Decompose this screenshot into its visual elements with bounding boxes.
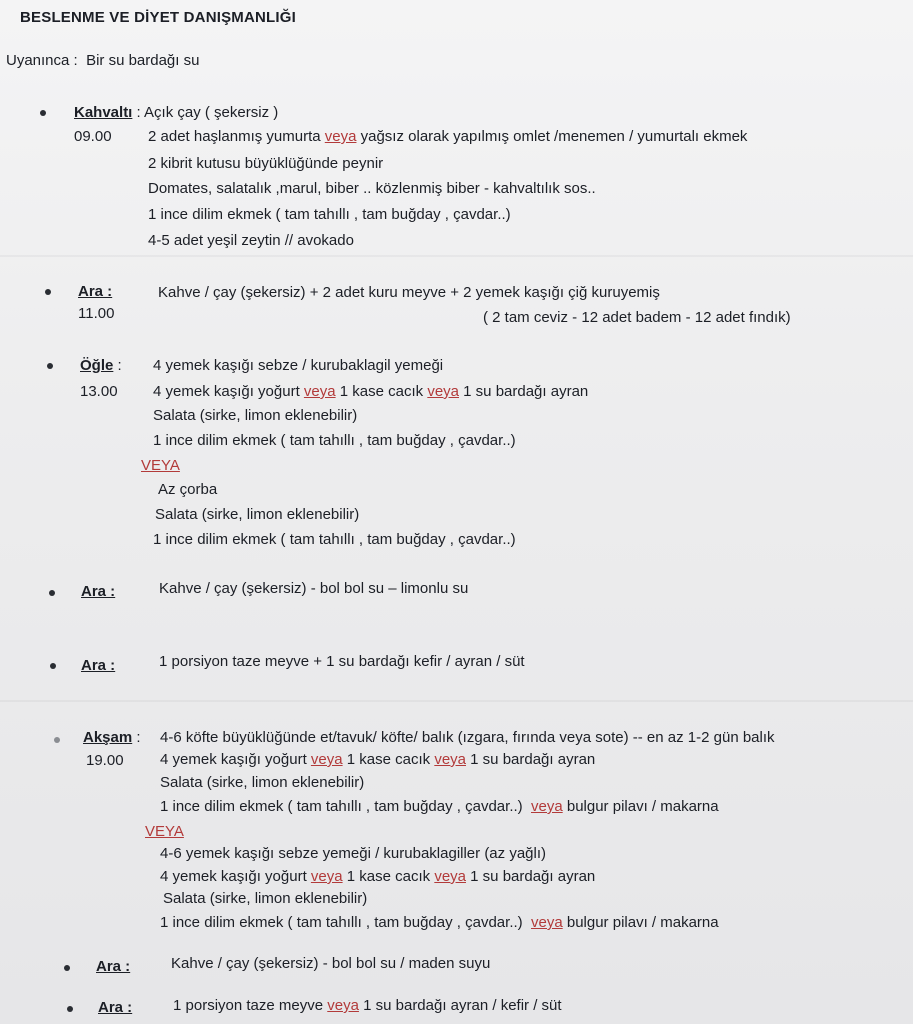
lunch-line-1: 4 yemek kaşığı sebze / kurubaklagil yemeği (153, 357, 444, 374)
breakfast-time: 09.00 (74, 128, 112, 145)
bullet-icon (64, 965, 70, 971)
bullet-icon (47, 363, 53, 369)
lunch-line-2-a: 4 yemek kaşığı yoğurt (153, 383, 300, 400)
dinner-alt-line-2-b: 1 kase cacık (346, 868, 431, 885)
wake-text: Bir su bardağı su (86, 52, 200, 69)
breakfast-first-item: Açık çay ( şekersiz ) (144, 104, 279, 121)
snack1-label: Ara : (78, 283, 113, 300)
bullet-icon (45, 289, 51, 295)
snack5-text-b: 1 su bardağı ayran / kefir / süt (363, 997, 562, 1014)
dinner-line-4 (160, 798, 719, 816)
snack1-text: Kahve / çay (şekersiz) + 2 adet kuru meyve + 2 yemek kaşığı çiğ kuruyemiş (158, 284, 660, 301)
snack4-label: Ara : (96, 958, 131, 975)
veya-label: veya (531, 914, 563, 931)
dinner-alt-line-4-a: 1 ince dilim ekmek ( tam tahıllı , tam buğday , çavdar..) (160, 914, 523, 931)
veya-label: veya (434, 751, 466, 768)
paper-fold (0, 700, 913, 702)
bullet-icon (50, 663, 56, 669)
breakfast-colon: : (136, 104, 141, 121)
breakfast-line-1 (148, 128, 747, 146)
lunch-heading (80, 357, 122, 375)
lunch-alt-line-1: Az çorba (158, 481, 218, 498)
dinner-alt-line-2-a: 4 yemek kaşığı yoğurt (160, 868, 307, 885)
breakfast-line-4: 1 ince dilim ekmek ( tam tahıllı , tam buğday , çavdar..) (148, 206, 511, 223)
lunch-line-4: 1 ince dilim ekmek ( tam tahıllı , tam buğday , çavdar..) (153, 432, 516, 449)
snack5-text-a: 1 porsiyon taze meyve (173, 997, 324, 1014)
breakfast-heading (74, 104, 278, 122)
dinner-line-4-a: 1 ince dilim ekmek ( tam tahıllı , tam buğday , çavdar..) (160, 798, 523, 815)
veya-label: veya (310, 868, 343, 885)
snack4-text: Kahve / çay (şekersiz) - bol bol su / maden suyu (171, 955, 491, 972)
dinner-alt-line-1: 4-6 yemek kaşığı sebze yemeği / kurubaklagiller (az yağlı) (160, 845, 547, 862)
breakfast-label: Kahvaltı (74, 104, 133, 121)
dinner-colon: : (136, 729, 141, 746)
breakfast-line-1-a: 2 adet haşlanmış yumurta (148, 128, 321, 145)
dinner-line-2-c: 1 su bardağı ayran (470, 751, 596, 768)
snack1-note: ( 2 tam ceviz - 12 adet badem - 12 adet fındık) (483, 309, 791, 326)
snack2-label: Ara : (81, 583, 116, 600)
snack3-text: 1 porsiyon taze meyve + 1 su bardağı kefir / ayran / süt (159, 653, 525, 670)
breakfast-line-2: 2 kibrit kutusu büyüklüğünde peynir (148, 155, 384, 172)
lunch-alt-line-2: Salata (sirke, limon eklenebilir) (155, 506, 360, 523)
wake-label: Uyanınca : (6, 52, 78, 69)
bullet-icon (67, 1006, 73, 1012)
veya-label: veya (434, 868, 466, 885)
veya-label: veya (427, 383, 459, 400)
breakfast-line-1-b: yağsız olarak yapılmış omlet /menemen / yumurtalı ekmek (360, 128, 748, 145)
breakfast-line-3: Domates, salatalık ,marul, biber .. közlenmiş biber - kahvaltılık sos.. (148, 180, 596, 197)
veya-label: veya (303, 383, 336, 400)
dinner-line-4-b: bulgur pilavı / makarna (566, 798, 719, 815)
dinner-line-2 (160, 751, 595, 769)
veya-label: veya (324, 128, 357, 145)
wake-section (6, 52, 199, 70)
lunch-line-2-c: 1 su bardağı ayran (463, 383, 589, 400)
paper-fold (0, 255, 913, 257)
veya-label: veya (310, 751, 343, 768)
dinner-heading (83, 729, 141, 747)
dinner-alt-line-2 (160, 868, 595, 886)
dinner-label: Akşam (83, 729, 133, 746)
lunch-line-2 (153, 383, 588, 401)
page-title: BESLENME VE DİYET DANIŞMANLIĞI (20, 9, 297, 26)
dinner-line-2-b: 1 kase cacık (346, 751, 431, 768)
veya-label: veya (531, 798, 563, 815)
lunch-line-3: Salata (sirke, limon eklenebilir) (153, 407, 358, 424)
lunch-line-2-b: 1 kase cacık (339, 383, 424, 400)
snack5-text (173, 997, 562, 1015)
dinner-alt-line-2-c: 1 su bardağı ayran (470, 868, 596, 885)
bullet-icon (49, 590, 55, 596)
breakfast-line-5: 4-5 adet yeşil zeytin // avokado (148, 232, 354, 249)
snack1-time: 11.00 (78, 305, 115, 322)
dinner-alt-line-3: Salata (sirke, limon eklenebilir) (163, 890, 368, 907)
veya-divider: VEYA (145, 823, 184, 840)
snack5-label: Ara : (98, 999, 133, 1016)
bullet-icon (40, 110, 46, 116)
lunch-time: 13.00 (80, 383, 118, 400)
dinner-line-1: 4-6 köfte büyüklüğünde et/tavuk/ köfte/ balık (ızgara, fırında veya sote) -- en az 1-2 gün balık (160, 729, 775, 746)
bullet-icon (54, 737, 60, 743)
lunch-colon: : (117, 357, 122, 374)
lunch-alt-line-3: 1 ince dilim ekmek ( tam tahıllı , tam buğday , çavdar..) (153, 531, 516, 548)
veya-divider: VEYA (141, 457, 180, 474)
lunch-label: Öğle (80, 357, 114, 374)
snack2-text: Kahve / çay (şekersiz) - bol bol su – limonlu su (159, 580, 469, 597)
dinner-time: 19.00 (86, 752, 124, 769)
dinner-alt-line-4-b: bulgur pilavı / makarna (566, 914, 719, 931)
snack3-label: Ara : (81, 657, 116, 674)
dinner-alt-line-4 (160, 914, 719, 932)
veya-label: veya (327, 997, 359, 1014)
dinner-line-2-a: 4 yemek kaşığı yoğurt (160, 751, 307, 768)
dinner-line-3: Salata (sirke, limon eklenebilir) (160, 774, 365, 791)
